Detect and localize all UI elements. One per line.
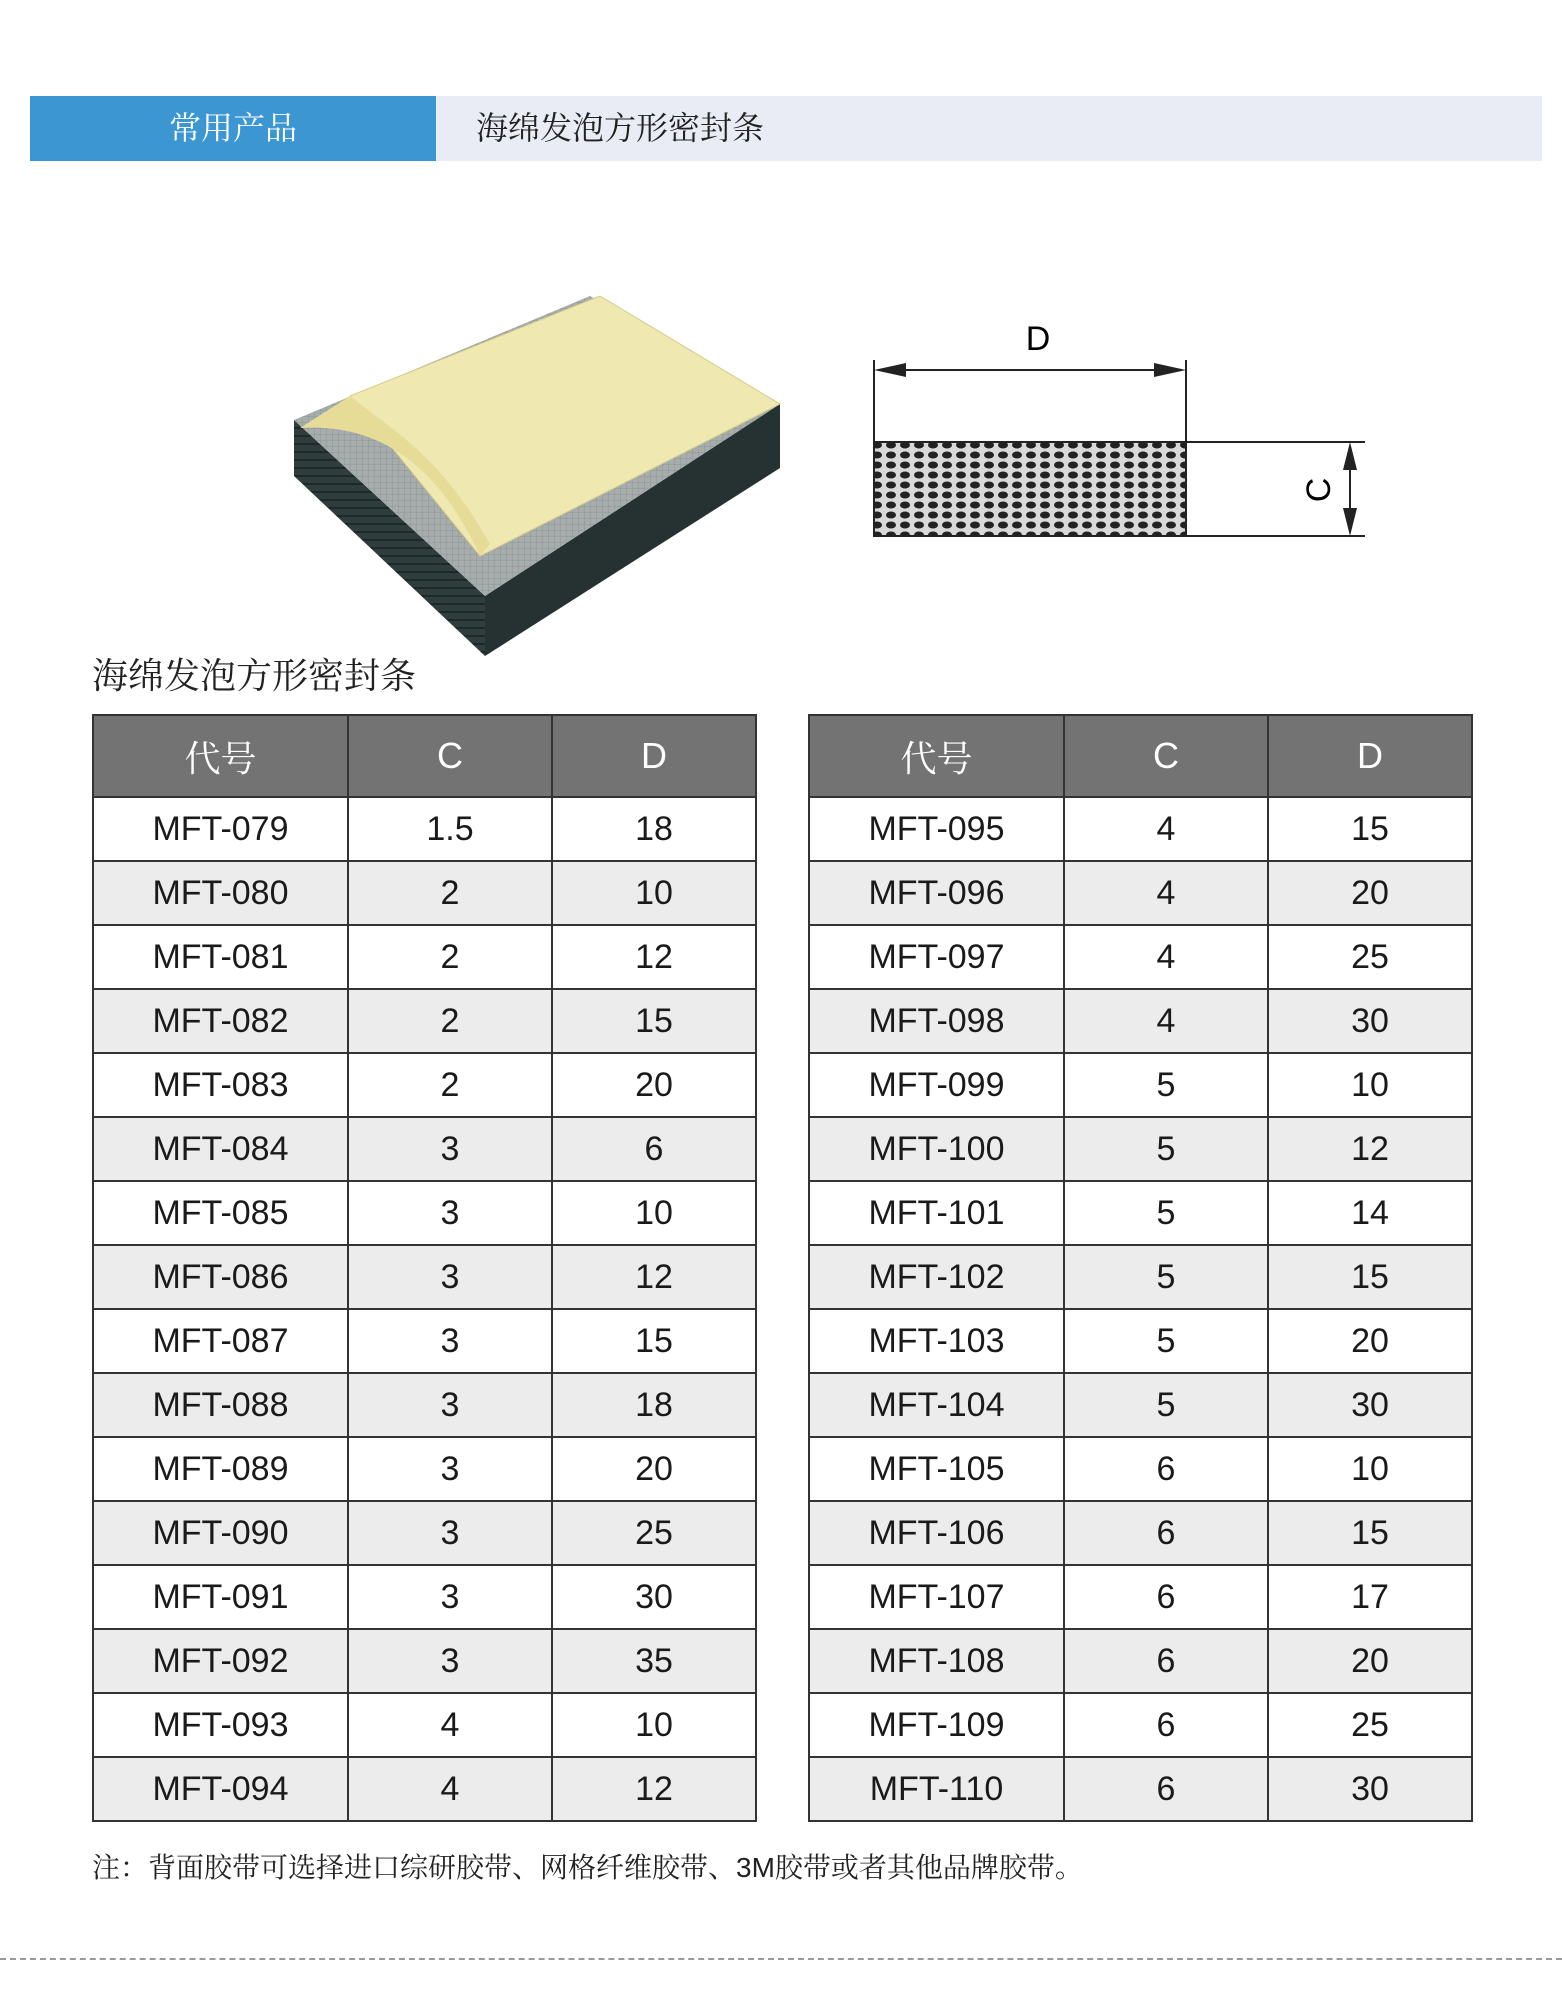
table-row xyxy=(93,989,756,1053)
table-row xyxy=(93,1309,756,1373)
cell-code: MFT-102 xyxy=(809,1245,1064,1309)
cell-c: 3 xyxy=(348,1629,552,1693)
cell-c: 3 xyxy=(348,1565,552,1629)
table-row xyxy=(93,1501,756,1565)
table-row xyxy=(809,1693,1472,1757)
table-row xyxy=(809,1629,1472,1693)
category-tag: 常用产品 xyxy=(30,96,436,161)
cell-d: 30 xyxy=(1268,1373,1472,1437)
cell-code: MFT-108 xyxy=(809,1629,1064,1693)
cell-code: MFT-087 xyxy=(93,1309,348,1373)
cell-code: MFT-098 xyxy=(809,989,1064,1053)
cell-c: 5 xyxy=(1064,1117,1268,1181)
cell-d: 30 xyxy=(1268,989,1472,1053)
table-row xyxy=(809,1757,1472,1821)
cell-c: 6 xyxy=(1064,1693,1268,1757)
cell-code: MFT-084 xyxy=(93,1117,348,1181)
cell-d: 25 xyxy=(552,1501,756,1565)
cell-d: 10 xyxy=(552,1181,756,1245)
table-row xyxy=(93,1693,756,1757)
page-header xyxy=(30,96,1542,161)
cell-code: MFT-085 xyxy=(93,1181,348,1245)
table-row xyxy=(93,861,756,925)
table-row xyxy=(93,1245,756,1309)
dashed-divider xyxy=(0,1958,1562,1960)
cell-d: 12 xyxy=(552,1245,756,1309)
cell-d: 20 xyxy=(1268,1629,1472,1693)
cell-c: 3 xyxy=(348,1501,552,1565)
cell-c: 6 xyxy=(1064,1565,1268,1629)
table-row xyxy=(809,861,1472,925)
table-row xyxy=(93,1053,756,1117)
cell-d: 6 xyxy=(552,1117,756,1181)
cell-d: 12 xyxy=(552,925,756,989)
cell-d: 18 xyxy=(552,1373,756,1437)
cell-c: 6 xyxy=(1064,1501,1268,1565)
cell-code: MFT-090 xyxy=(93,1501,348,1565)
cell-code: MFT-089 xyxy=(93,1437,348,1501)
cell-d: 20 xyxy=(1268,861,1472,925)
cell-c: 3 xyxy=(348,1245,552,1309)
cell-code: MFT-083 xyxy=(93,1053,348,1117)
cell-d: 15 xyxy=(552,1309,756,1373)
spec-table-left xyxy=(92,714,757,1822)
cell-d: 10 xyxy=(552,1693,756,1757)
cell-code: MFT-107 xyxy=(809,1565,1064,1629)
table-row xyxy=(93,1629,756,1693)
height-label: C xyxy=(1300,477,1338,503)
table-row xyxy=(809,925,1472,989)
table-row xyxy=(809,989,1472,1053)
cell-d: 12 xyxy=(552,1757,756,1821)
cell-c: 6 xyxy=(1064,1757,1268,1821)
cell-d: 15 xyxy=(552,989,756,1053)
cell-d: 18 xyxy=(552,797,756,861)
cell-c: 3 xyxy=(348,1181,552,1245)
cell-c: 6 xyxy=(1064,1629,1268,1693)
cell-code: MFT-105 xyxy=(809,1437,1064,1501)
cell-c: 5 xyxy=(1064,1245,1268,1309)
table-row xyxy=(809,1117,1472,1181)
cross-section-diagram xyxy=(870,320,1390,560)
table-row xyxy=(809,1245,1472,1309)
cell-code: MFT-101 xyxy=(809,1181,1064,1245)
cell-c: 4 xyxy=(348,1693,552,1757)
cell-c: 3 xyxy=(348,1437,552,1501)
cell-c: 2 xyxy=(348,861,552,925)
table-row xyxy=(93,925,756,989)
cell-d: 30 xyxy=(1268,1757,1472,1821)
table-row xyxy=(809,1309,1472,1373)
cell-d: 17 xyxy=(1268,1565,1472,1629)
cell-code: MFT-082 xyxy=(93,989,348,1053)
cell-d: 14 xyxy=(1268,1181,1472,1245)
cell-c: 4 xyxy=(1064,861,1268,925)
cell-code: MFT-094 xyxy=(93,1757,348,1821)
table-row xyxy=(93,797,756,861)
cell-c: 4 xyxy=(1064,925,1268,989)
cell-c: 2 xyxy=(348,1053,552,1117)
cell-code: MFT-103 xyxy=(809,1309,1064,1373)
cell-code: MFT-079 xyxy=(93,797,348,861)
table-row xyxy=(809,1437,1472,1501)
cell-d: 15 xyxy=(1268,797,1472,861)
cell-code: MFT-106 xyxy=(809,1501,1064,1565)
table-row xyxy=(93,1757,756,1821)
product-illustration xyxy=(290,296,800,656)
cell-d: 12 xyxy=(1268,1117,1472,1181)
header-c: C xyxy=(1064,715,1268,797)
section-title: 海绵发泡方形密封条 xyxy=(92,655,417,696)
cell-d: 25 xyxy=(1268,925,1472,989)
cell-code: MFT-093 xyxy=(93,1693,348,1757)
cell-c: 4 xyxy=(1064,989,1268,1053)
table-row xyxy=(93,1437,756,1501)
cell-d: 10 xyxy=(552,861,756,925)
cell-c: 5 xyxy=(1064,1053,1268,1117)
width-label: D xyxy=(1025,320,1051,358)
cell-d: 10 xyxy=(1268,1437,1472,1501)
cell-c: 4 xyxy=(1064,797,1268,861)
header-c: C xyxy=(348,715,552,797)
cell-c: 3 xyxy=(348,1117,552,1181)
cell-code: MFT-081 xyxy=(93,925,348,989)
cell-c: 6 xyxy=(1064,1437,1268,1501)
cell-code: MFT-097 xyxy=(809,925,1064,989)
header-code: 代号 xyxy=(93,715,348,797)
table-row xyxy=(93,1181,756,1245)
cell-code: MFT-110 xyxy=(809,1757,1064,1821)
cell-d: 10 xyxy=(1268,1053,1472,1117)
cell-code: MFT-080 xyxy=(93,861,348,925)
cell-c: 2 xyxy=(348,989,552,1053)
table-row xyxy=(93,1565,756,1629)
cell-code: MFT-096 xyxy=(809,861,1064,925)
spec-table-right xyxy=(808,714,1473,1822)
cell-c: 5 xyxy=(1064,1373,1268,1437)
header-title: 海绵发泡方形密封条 xyxy=(476,110,765,146)
cell-code: MFT-086 xyxy=(93,1245,348,1309)
header-code: 代号 xyxy=(809,715,1064,797)
header-d: D xyxy=(552,715,756,797)
cell-code: MFT-109 xyxy=(809,1693,1064,1757)
cell-c: 2 xyxy=(348,925,552,989)
cell-d: 35 xyxy=(552,1629,756,1693)
table-row xyxy=(809,1565,1472,1629)
cell-code: MFT-092 xyxy=(93,1629,348,1693)
cell-c: 5 xyxy=(1064,1309,1268,1373)
table-row xyxy=(93,1117,756,1181)
table-row xyxy=(93,1373,756,1437)
table-row xyxy=(809,1053,1472,1117)
footnote: 注：背面胶带可选择进口综研胶带、网格纤维胶带、3M胶带或者其他品牌胶带。 xyxy=(92,1852,1083,1883)
cell-c: 3 xyxy=(348,1373,552,1437)
cell-code: MFT-095 xyxy=(809,797,1064,861)
cell-d: 30 xyxy=(552,1565,756,1629)
cell-c: 1.5 xyxy=(348,797,552,861)
cell-code: MFT-100 xyxy=(809,1117,1064,1181)
cell-code: MFT-088 xyxy=(93,1373,348,1437)
cell-code: MFT-091 xyxy=(93,1565,348,1629)
cell-d: 20 xyxy=(1268,1309,1472,1373)
table-row xyxy=(809,797,1472,861)
cell-d: 25 xyxy=(1268,1693,1472,1757)
cell-c: 4 xyxy=(348,1757,552,1821)
cell-code: MFT-104 xyxy=(809,1373,1064,1437)
header-d: D xyxy=(1268,715,1472,797)
table-row xyxy=(809,1501,1472,1565)
cell-c: 5 xyxy=(1064,1181,1268,1245)
cell-d: 15 xyxy=(1268,1245,1472,1309)
cell-d: 20 xyxy=(552,1437,756,1501)
cell-d: 15 xyxy=(1268,1501,1472,1565)
table-row xyxy=(809,1181,1472,1245)
cell-d: 20 xyxy=(552,1053,756,1117)
cell-code: MFT-099 xyxy=(809,1053,1064,1117)
cell-c: 3 xyxy=(348,1309,552,1373)
table-row xyxy=(809,1373,1472,1437)
